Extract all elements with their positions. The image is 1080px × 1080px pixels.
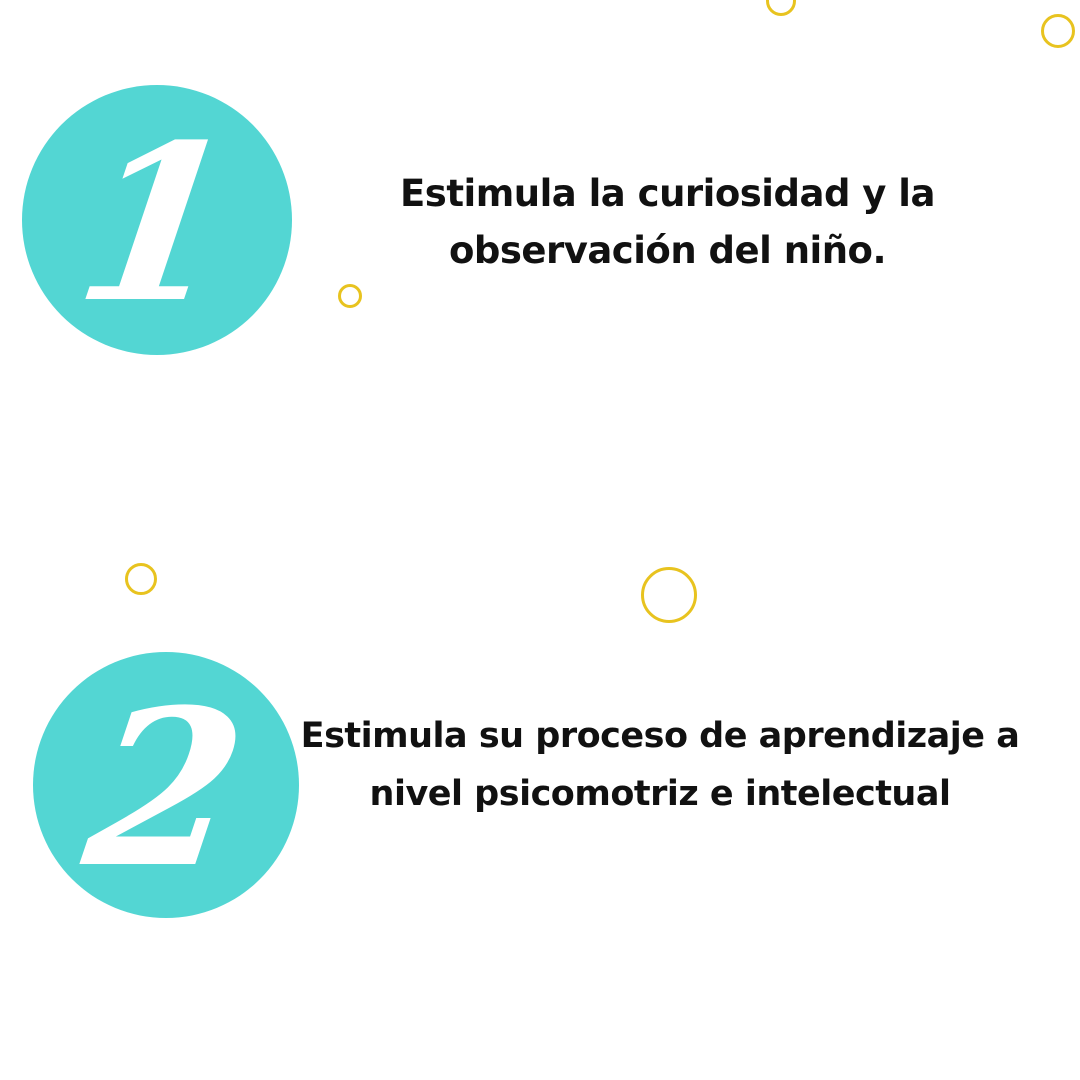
- point-1-text: Estimula la curiosidad y la observación del niño.: [400, 172, 935, 273]
- decorative-ring: [338, 284, 362, 308]
- decorative-ring: [125, 563, 157, 595]
- number-badge-2: [33, 652, 299, 918]
- decorative-ring: [766, 0, 796, 16]
- decorative-ring: [641, 567, 697, 623]
- point-2-text: Estimula su proceso de aprendizaje a nivel psicomotriz e intelectual: [300, 716, 1020, 814]
- numeral-1: 1: [64, 96, 250, 350]
- numeral-2: 2: [73, 661, 259, 915]
- number-badge-1: [22, 85, 292, 355]
- decorative-ring: [1041, 14, 1075, 48]
